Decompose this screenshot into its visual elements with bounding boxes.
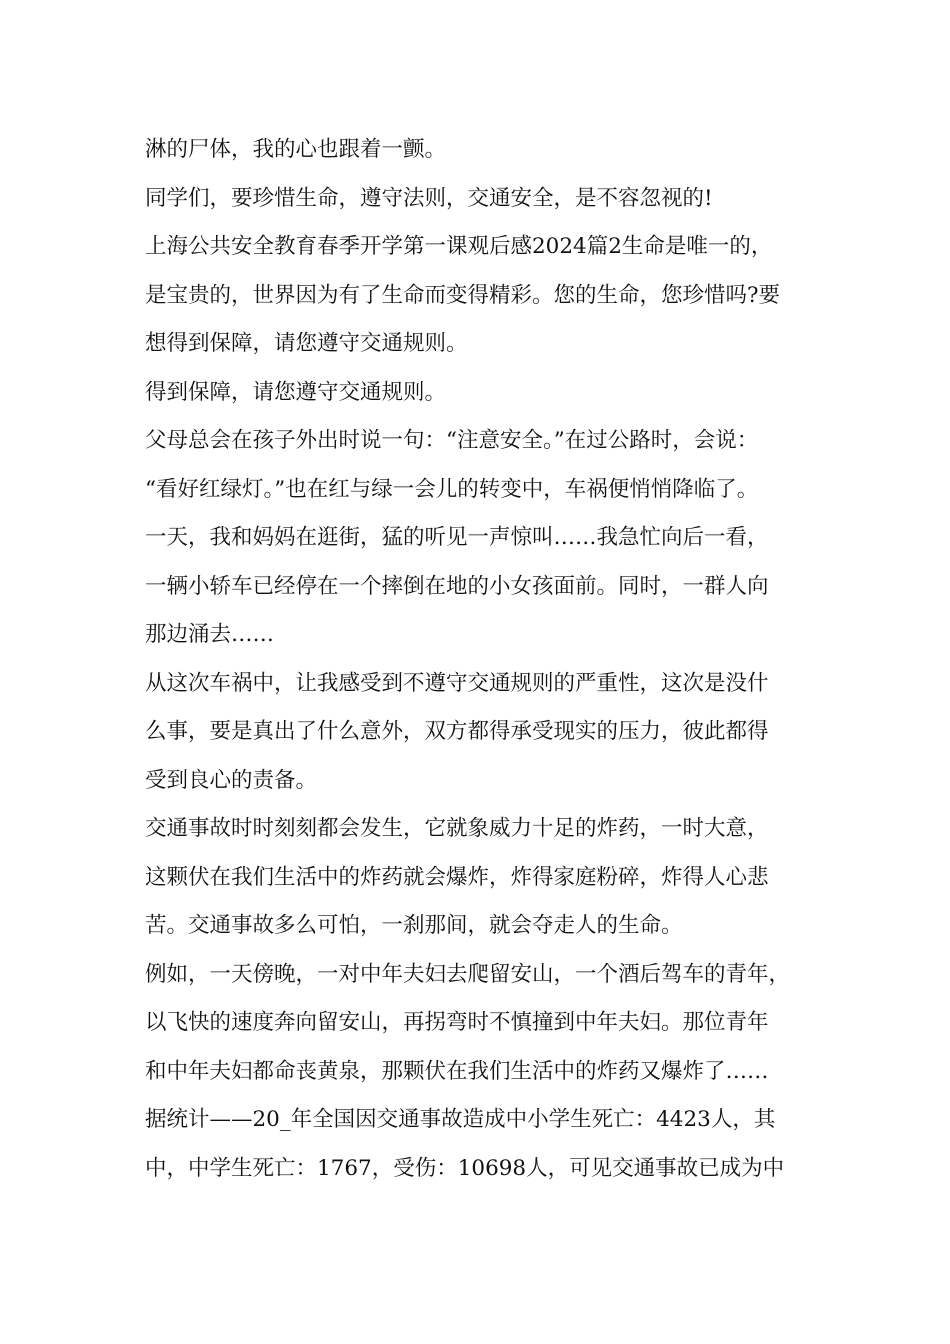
text-line: 以飞快的速度奔向留安山，再拐弯时不慎撞到中年夫妇。那位青年 [145,1010,769,1035]
document-body [145,126,825,1193]
text-line: “看好红绿灯。”也在红与绿一会儿的转变中，车祸便悄悄降临了。 [145,476,759,502]
text-line: 例如，一天傍晚，一对中年夫妇去爬留安山，一个酒后驾车的青年， [145,961,791,987]
text-line: 那边涌去…… [145,622,275,647]
text-line: 从这次车祸中，让我感受到不遵守交通规则的严重性，这次是没什 [145,670,769,696]
text-line: 得到保障，请您遵守交通规则。 [145,379,447,405]
text-line: 这颗伏在我们生活中的炸药就会爆炸，炸得家庭粉碎，炸得人心悲 [145,864,769,890]
text-line: 苦。交通事故多么可怕，一刹那间，就会夺走人的生命。 [145,913,683,938]
text-line: 受到良心的责备。 [145,767,318,793]
text-line: 淋的尸体，我的心也跟着一颤。 [145,137,447,162]
text-line: 想得到保障，请您遵守交通规则。 [145,331,468,356]
text-line: 一天，我和妈妈在逛街，猛的听见一声惊叫……我急忙向后一看， [145,525,769,550]
text-line: 是宝贵的，世界因为有了生命而变得精彩。您的生命，您珍惜吗?要 [145,282,781,308]
text-line: 和中年夫妇都命丧黄泉，那颗伏在我们生活中的炸药又爆炸了…… [145,1058,769,1084]
text-line: 据统计——20_年全国因交通事故造成中小学生死亡：4423人，其 [145,1107,776,1132]
text-line: 中，中学生死亡：1767，受伤：10698人，可见交通事故已成为中 [145,1155,785,1181]
text-line: 上海公共安全教育春季开学第一课观后感2024篇2生命是唯一的， [145,234,773,259]
text-line: 么事，要是真出了什么意外，双方都得承受现实的压力，彼此都得 [145,719,769,744]
text-line: 一辆小轿车已经停在一个摔倒在地的小女孩面前。同时，一群人向 [145,573,769,599]
text-line: 同学们，要珍惜生命，遵守法则，交通安全，是不容忽视的! [145,185,713,211]
text-line: 交通事故时时刻刻都会发生，它就象威力十足的炸药，一时大意， [145,816,769,841]
text-line: 父母总会在孩子外出时说一句：“注意安全。”在过公路时，会说： [145,428,759,453]
